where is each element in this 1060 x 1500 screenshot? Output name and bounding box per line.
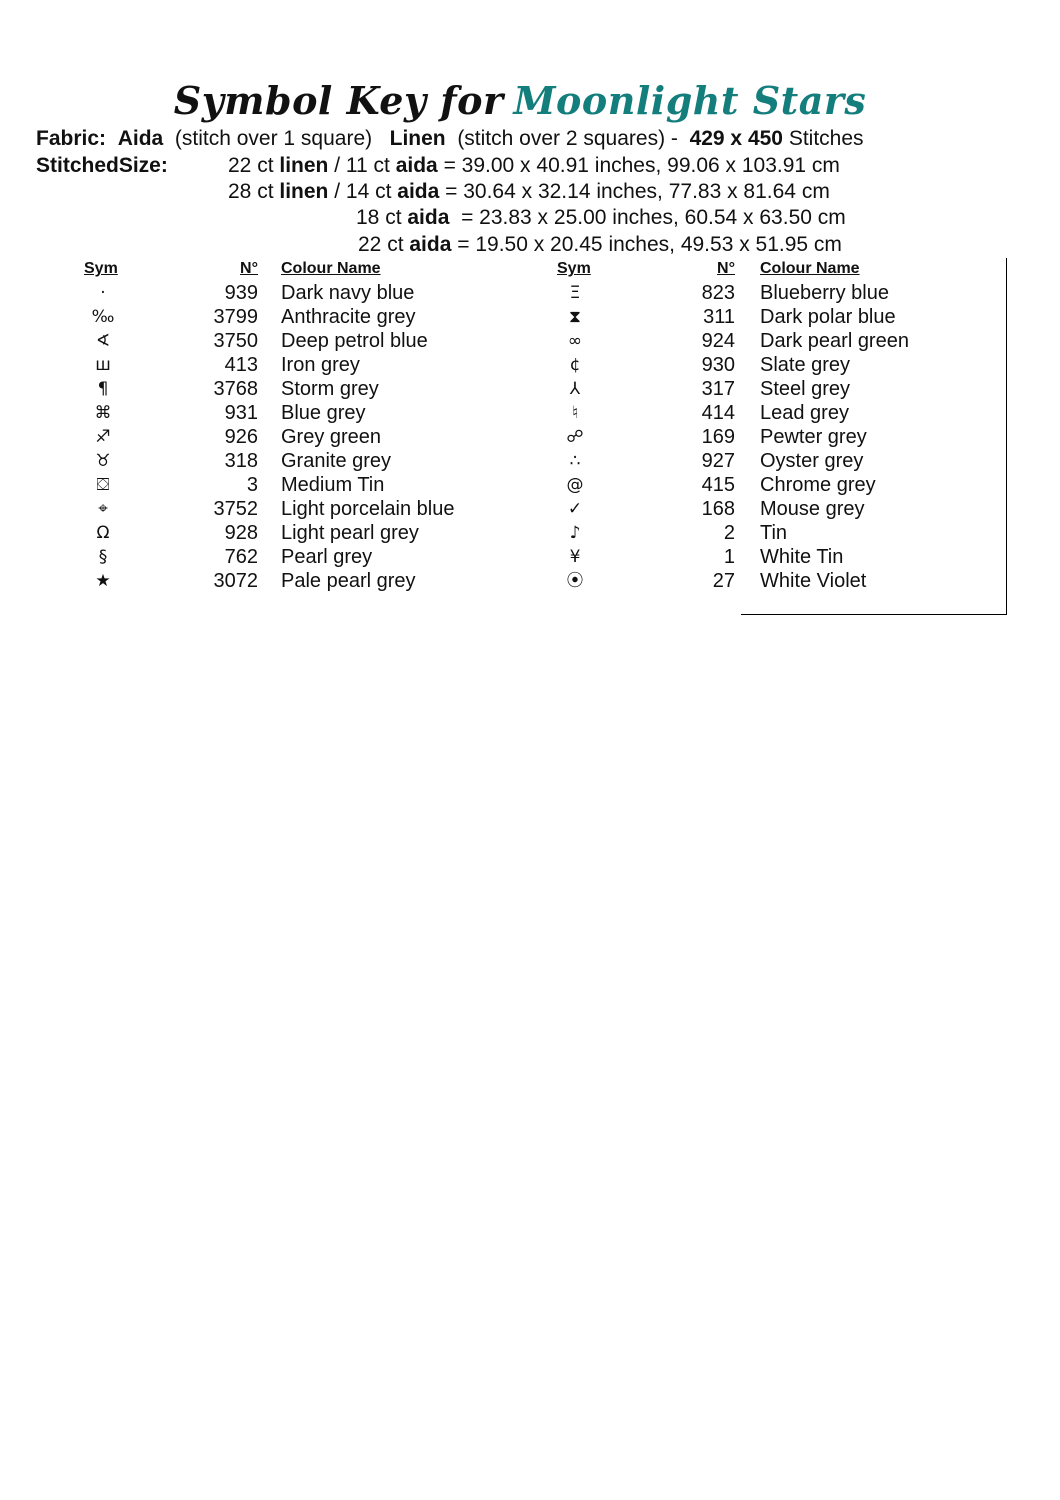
size-part-c: / 11 ct (328, 154, 396, 177)
symbol-glyph: ⧗ (569, 307, 581, 327)
colour-name: Oyster grey (760, 450, 864, 472)
page-title (0, 78, 1040, 123)
colour-number: 3072 (213, 570, 258, 592)
colour-number: 27 (712, 570, 735, 592)
symbol-glyph: Ω (96, 523, 110, 543)
title-design-name: Moonlight Stars (513, 78, 867, 123)
colour-number: 928 (224, 522, 258, 544)
title-prefix: Symbol Key for (173, 78, 504, 123)
symbol-glyph: ★ (95, 571, 111, 591)
left-header-sym: Sym (84, 260, 118, 277)
size-part-e: = 30.64 x 32.14 inches, 77.83 x 81.64 cm (439, 180, 830, 203)
symbol-glyph: ∢ (95, 331, 111, 351)
symbol-glyph: ¶ (97, 379, 109, 399)
colour-name: Tin (760, 522, 788, 544)
symbol-glyph: ⅄ (569, 379, 581, 399)
colour-name: Slate grey (760, 354, 851, 376)
colour-number: 823 (701, 282, 735, 304)
stitched-size-label: StitchedSize: (36, 154, 168, 177)
colour-number: 939 (224, 282, 258, 304)
symbol-glyph: ♐ (95, 427, 111, 447)
colour-name: Steel grey (760, 378, 851, 400)
colour-name: Anthracite grey (281, 306, 416, 328)
symbol-glyph: ⌖ (98, 499, 108, 519)
colour-number: 317 (701, 378, 735, 400)
size-part-b: linen (279, 154, 329, 177)
colour-name: Light porcelain blue (281, 498, 455, 520)
colour-number: 1 (723, 546, 735, 568)
colour-name: Granite grey (281, 450, 392, 472)
colour-name: Dark navy blue (281, 282, 415, 304)
colour-name: White Violet (760, 570, 867, 592)
symbol-glyph: @ (566, 475, 584, 495)
left-header-name: Colour Name (281, 260, 381, 277)
right-header-sym: Sym (557, 260, 591, 277)
colour-number: 415 (701, 474, 735, 496)
colour-name: Deep petrol blue (281, 330, 428, 352)
colour-number: 413 (224, 354, 258, 376)
colour-number: 924 (701, 330, 735, 352)
stitched-size-line (356, 205, 846, 231)
size-part-d: aida (407, 206, 450, 229)
size-part-e: = 39.00 x 40.91 inches, 99.06 x 103.91 cm (437, 154, 840, 177)
colour-name: Blue grey (281, 402, 366, 424)
colour-name: Chrome grey (760, 474, 876, 496)
colour-number: 3750 (213, 330, 258, 352)
colour-number: 762 (224, 546, 258, 568)
symbol-glyph: ¢ (569, 355, 581, 375)
size-part-e: = 19.50 x 20.45 inches, 49.53 x 51.95 cm (451, 233, 842, 256)
stitched-size-line (228, 153, 840, 179)
size-part-b: linen (279, 180, 329, 203)
size-part-a: 22 ct (228, 154, 280, 177)
colour-number: 3752 (213, 498, 258, 520)
table-bottom-border (741, 614, 1007, 615)
symbol-glyph: ‰ (91, 307, 115, 327)
symbol-glyph: ⌘ (94, 403, 112, 423)
symbol-glyph: ⛋ (96, 475, 110, 495)
symbol-glyph: Ξ (569, 283, 581, 303)
symbol-glyph: ♉ (95, 451, 111, 471)
stitched-size-line (358, 232, 842, 258)
size-part-d: aida (395, 154, 438, 177)
colour-name: Storm grey (281, 378, 379, 400)
table-right-border (1006, 258, 1007, 614)
colour-name: Pewter grey (760, 426, 867, 448)
colour-number: 168 (701, 498, 735, 520)
stitches-word: Stitches (788, 127, 864, 150)
symbol-glyph: ⦿ (566, 571, 584, 591)
colour-name: Medium Tin (281, 474, 385, 496)
colour-name: Lead grey (760, 402, 849, 424)
colour-number: 926 (224, 426, 258, 448)
colour-name: Mouse grey (760, 498, 865, 520)
symbol-glyph: ♪ (569, 523, 581, 543)
colour-number: 927 (701, 450, 735, 472)
symbol-glyph: ш (95, 355, 111, 375)
colour-name: Pale pearl grey (281, 570, 416, 592)
size-part-d: aida (409, 233, 452, 256)
colour-number: 3 (246, 474, 258, 496)
fabric-linen: Linen (389, 127, 446, 150)
colour-name: Dark pearl green (760, 330, 909, 352)
colour-number: 930 (701, 354, 735, 376)
colour-number: 3768 (213, 378, 258, 400)
colour-name: Pearl grey (281, 546, 373, 568)
colour-number: 169 (701, 426, 735, 448)
left-header-num: N° (240, 260, 258, 277)
colour-name: Grey green (281, 426, 382, 448)
symbol-glyph: ✓ (567, 499, 583, 519)
colour-number: 2 (723, 522, 735, 544)
symbol-glyph: ♮ (571, 403, 579, 423)
colour-name: Light pearl grey (281, 522, 419, 544)
right-header-name: Colour Name (760, 260, 860, 277)
colour-number: 311 (703, 306, 735, 328)
size-part-a: 22 ct (358, 233, 410, 256)
symbol-glyph: · (100, 283, 106, 303)
size-part-e: = 23.83 x 25.00 inches, 60.54 x 63.50 cm (449, 206, 846, 229)
fabric-line (36, 126, 864, 152)
colour-number: 931 (224, 402, 258, 424)
fabric-linen-note: (stitch over 2 squares) - (457, 127, 678, 150)
symbol-glyph: ☍ (566, 427, 584, 447)
symbol-glyph: ∴ (569, 451, 581, 471)
colour-name: White Tin (760, 546, 844, 568)
colour-number: 3799 (213, 306, 258, 328)
colour-number: 414 (701, 402, 735, 424)
colour-number: 318 (224, 450, 258, 472)
size-part-a: 28 ct (228, 180, 280, 203)
right-header-num: N° (717, 260, 735, 277)
symbol-glyph: § (98, 547, 108, 567)
size-part-a: 18 ct (356, 206, 408, 229)
stitched-size-line (228, 179, 830, 205)
size-part-d: aida (397, 180, 440, 203)
size-part-c: / 14 ct (328, 180, 398, 203)
stitch-count: 429 x 450 (689, 127, 783, 150)
colour-name: Iron grey (281, 354, 360, 376)
fabric-label: Fabric: (36, 127, 107, 150)
fabric-aida-note: (stitch over 1 square) (174, 127, 373, 150)
symbol-glyph: ∞ (567, 331, 583, 351)
fabric-aida: Aida (117, 127, 164, 150)
symbol-glyph: ¥ (569, 547, 581, 567)
colour-name: Dark polar blue (760, 306, 896, 328)
colour-name: Blueberry blue (760, 282, 889, 304)
